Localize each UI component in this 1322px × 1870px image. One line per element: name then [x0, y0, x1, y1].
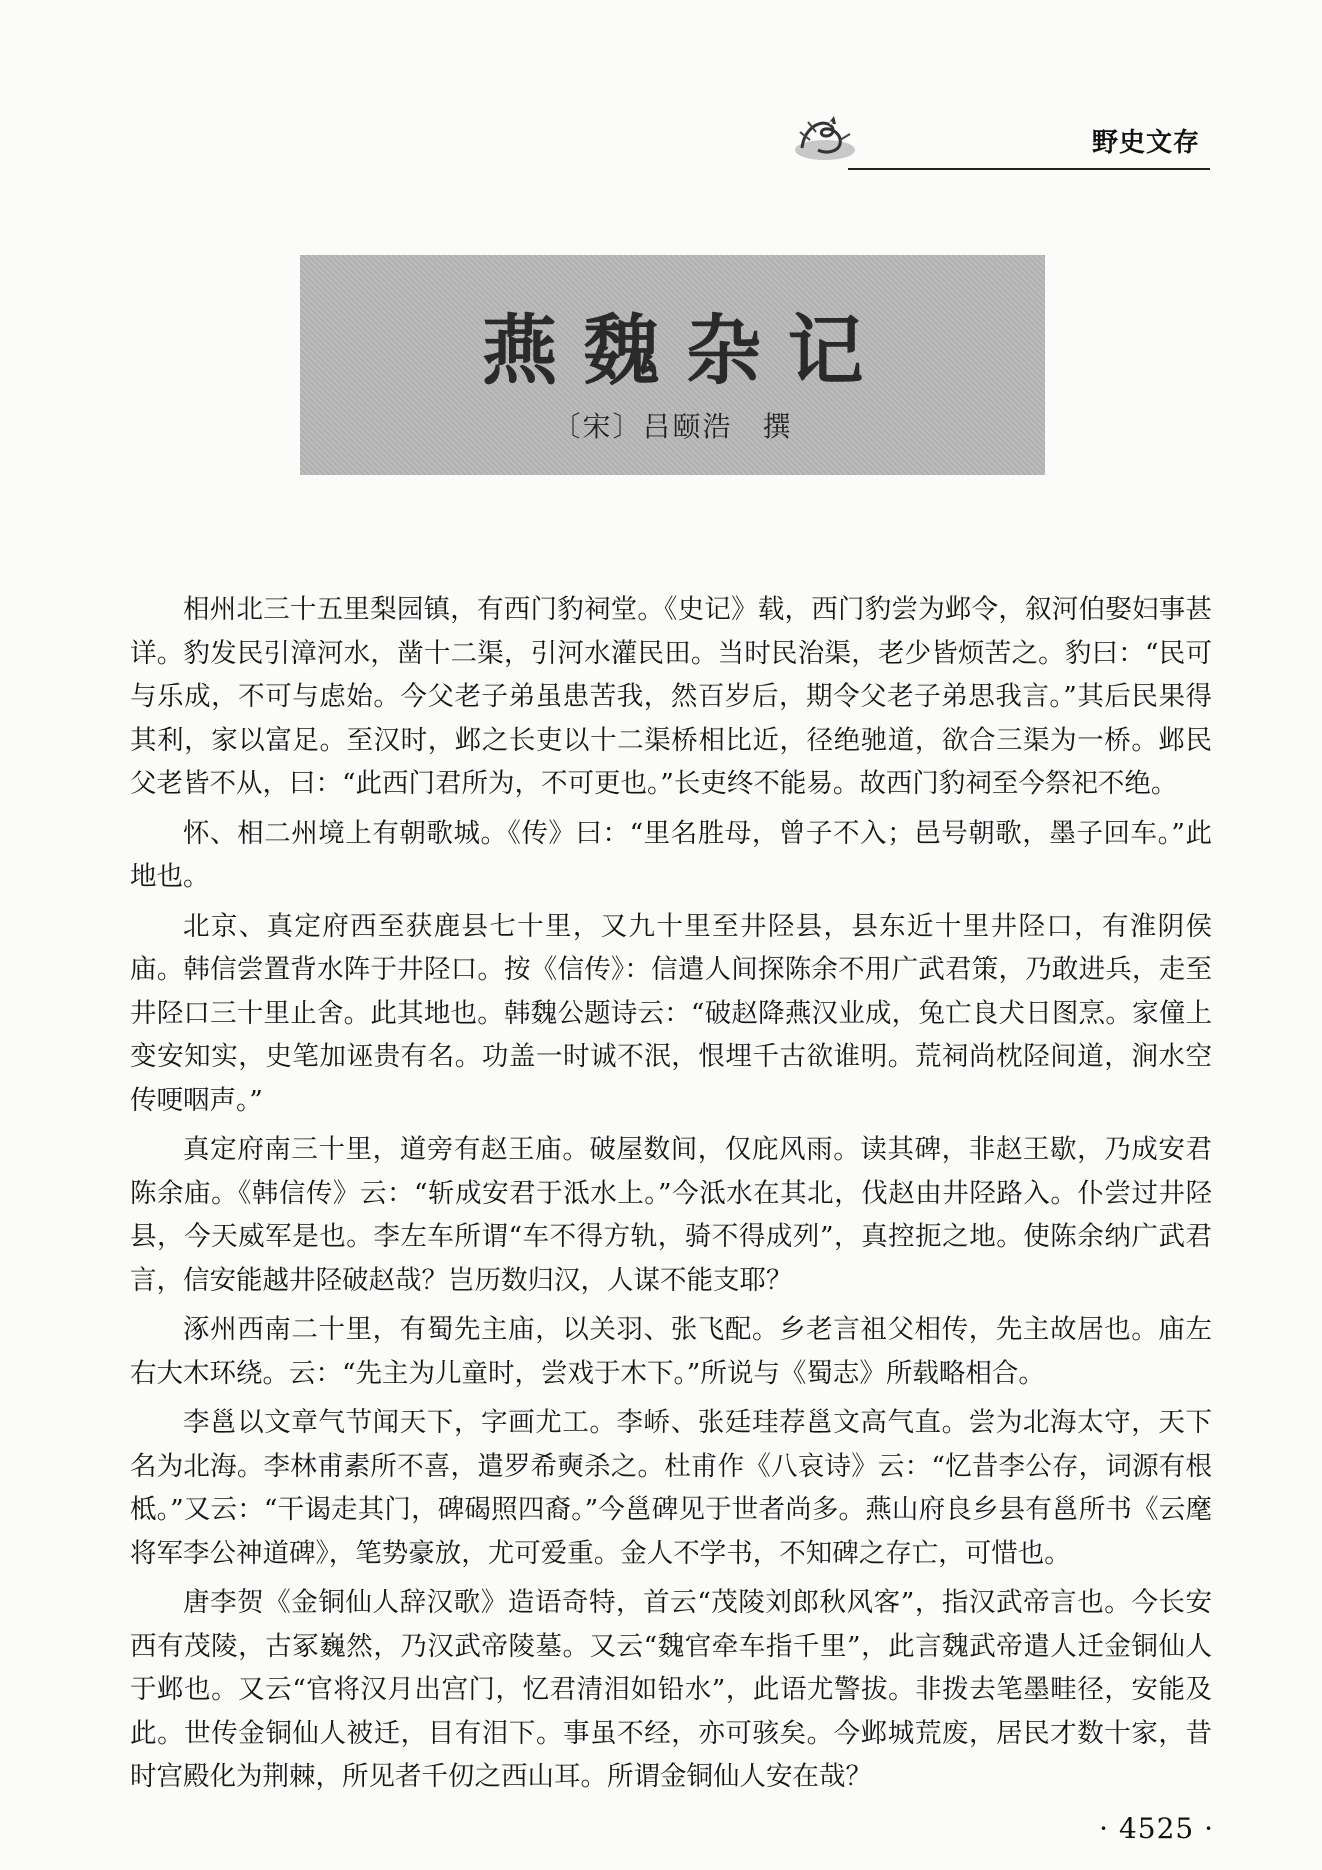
article-body [130, 588, 1212, 1805]
paragraph: 北京、真定府西至获鹿县七十里，又九十里至井陉县，县东近十里井陉口，有淮阴侯庙。韩信尝置背水阵于井陉口。按《信传》：信遣人间探陈余不用广武君策，乃敢进兵，走至井陉口三十里止舍。此其地也。韩魏公题诗云：“破赵降燕汉业成，兔亡良犬日图烹。家僮上变安知实，史笔加诬贵有名。功盖一时诚不泯，恨埋千古欲谁明。荒祠尚枕陉间道，涧水空传哽咽声。” [130, 910, 1212, 1116]
dragon-emblem-icon [790, 110, 860, 165]
paragraph: 真定府南三十里，道旁有赵王庙。破屋数间，仅庇风雨。读其碑，非赵王歇，乃成安君陈余庙。《韩信传》云：“斩成安君于泜水上。”今泜水在其北，伐赵由井陉路入。仆尝过井陉县，今天威军是也。李左车所谓“车不得方轨，骑不得成列”，真控扼之地。使陈余纳广武君言，信安能越井陉破赵哉？岂历数归汉，人谋不能支耶？ [130, 1134, 1212, 1296]
article-byline: 〔宋〕吕颐浩 撰 [552, 410, 793, 443]
header-rule [848, 168, 1210, 170]
paragraph: 李邕以文章气节闻天下，字画尤工。李峤、张廷珪荐邕文高气直。尝为北海太守，天下名为北海。李林甫素所不喜，遣罗希奭杀之。杜甫作《八哀诗》云：“忆昔李公存，词源有根柢。”又云：“干谒走其门，碑碣照四裔。”今邕碑见于世者尚多。燕山府良乡县有邕所书《云麾将军李公神道碑》，笔势豪放，尤可爱重。金人不学书，不知碑之存亡，可惜也。 [130, 1407, 1212, 1569]
paragraph: 唐李贺《金铜仙人辞汉歌》造语奇特，首云“茂陵刘郎秋风客”，指汉武帝言也。今长安西有茂陵，古冢巍然，乃汉武帝陵墓。又云“魏官牵车指千里”，此言魏武帝遣人迁金铜仙人于邺也。又云“官将汉月出宫门，忆君清泪如铅水”，此语尤警拔。非拨去笔墨畦径，安能及此。世传金铜仙人被迁，目有泪下。事虽不经，亦可骇矣。今邺城荒废，居民才数十家，昔时宫殿化为荆棘，所见者千仞之西山耳。所谓金铜仙人安在哉？ [130, 1587, 1212, 1792]
running-header [790, 100, 1210, 170]
article-title: 燕魏杂记 [481, 306, 890, 395]
series-name: 野史文存 [1091, 128, 1200, 158]
paragraph: 相州北三十五里梨园镇，有西门豹祠堂。《史记》载，西门豹尝为邺令，叙河伯娶妇事甚详。豹发民引漳河水，凿十二渠，引河水灌民田。当时民治渠，老少皆烦苦之。豹曰：“民可与乐成，不可与虑始。今父老子弟虽患苦我，然百岁后，期令父老子弟思我言。”其后民果得其利，家以富足。至汉时，邺之长吏以十二渠桥相比近，径绝驰道，欲合三渠为一桥。邺民父老皆不从，曰：“此西门君所为，不可更也。”长吏终不能易。故西门豹祠至今祭祀不绝。 [130, 594, 1212, 799]
paragraph: 涿州西南二十里，有蜀先主庙，以关羽、张飞配。乡老言祖父相传，先主故居也。庙左右大木环绕。云：“先主为儿童时，尝戏于木下。”所说与《蜀志》所载略相合。 [130, 1314, 1212, 1389]
paragraph: 怀、相二州境上有朝歌城。《传》曰：“里名胜母，曾子不入；邑号朝歌，墨子回车。”此地也。 [130, 817, 1212, 892]
title-banner [300, 255, 1045, 475]
page-number: · 4525 · [1099, 1812, 1214, 1845]
